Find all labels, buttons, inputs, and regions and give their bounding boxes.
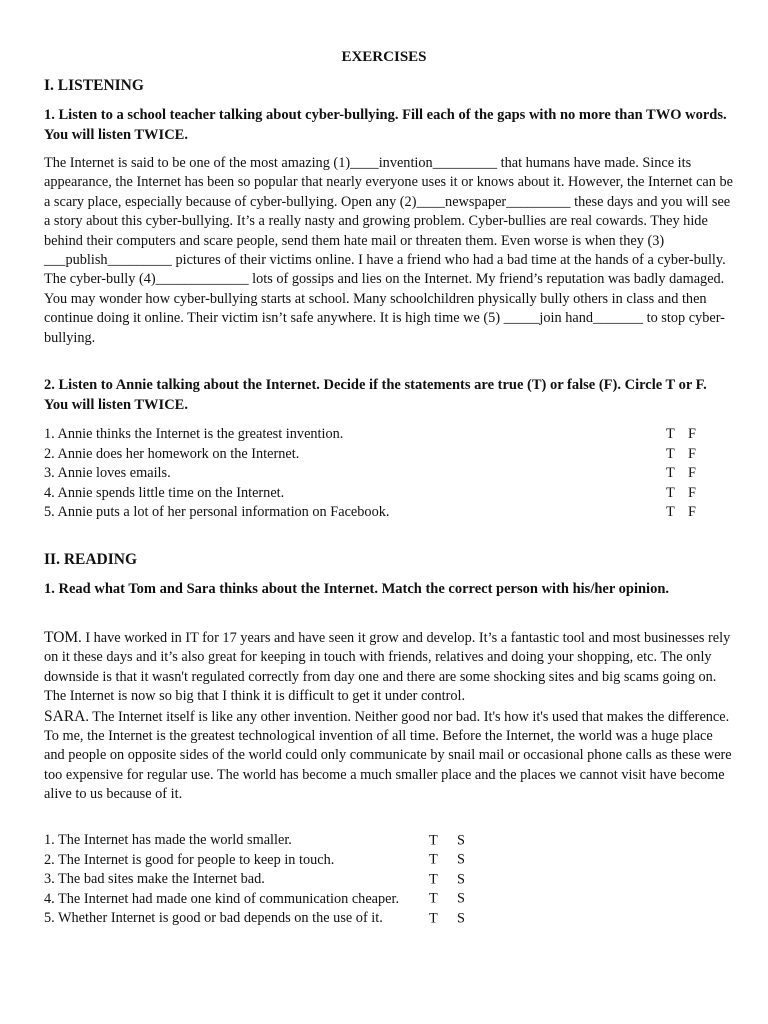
sara-option[interactable]: S	[457, 851, 465, 868]
statement-text: 2. The Internet is good for people to keep in touch.	[44, 851, 335, 868]
statement-row	[44, 890, 484, 910]
statement-row	[44, 445, 704, 465]
section-heading-listening: I. LISTENING	[44, 77, 144, 94]
statement-text: 4. The Internet had made one kind of communication cheaper.	[44, 890, 400, 907]
true-option[interactable]: T	[666, 445, 675, 462]
listening-ex1-instruction: 1. Listen to a school teacher talking about cyber-bullying. Fill each of the gaps with no more than TWO words. You will listen TWICE.	[44, 107, 727, 143]
listening-ex2-statements	[44, 425, 704, 523]
sara-paragraph	[44, 707, 734, 805]
statement-text: 1. The Internet has made the world smaller.	[44, 832, 292, 848]
false-option[interactable]: F	[688, 445, 696, 462]
statement-row	[44, 425, 704, 445]
statement-text: 4. Annie spends little time on the Internet.	[44, 484, 285, 501]
section-heading-reading: II. READING	[44, 551, 138, 568]
statement-text: 3. The bad sites make the Internet bad.	[44, 871, 265, 887]
tom-option[interactable]: T	[429, 910, 438, 926]
statement-row	[44, 503, 704, 523]
tom-paragraph	[44, 628, 734, 707]
true-option[interactable]: T	[666, 426, 675, 442]
false-option[interactable]: F	[688, 504, 696, 520]
statement-row	[44, 464, 704, 484]
reading-ex1-statements	[44, 831, 484, 929]
true-option[interactable]: T	[666, 465, 675, 481]
tom-opinion: . I have worked in IT for 17 years and have seen it grow and develop. It’s a fantastic tool and most businesses rely on it these days and it’s also great for keeping in touch with friends, relatives and doing your shopping, etc. The only downside is that it wasn't regulated correctly from day one and there are some shocking sites and big scams going on. The Internet is now so big that I think it is difficult to get it under control.	[44, 630, 731, 705]
false-option[interactable]: F	[688, 426, 696, 442]
sara-option[interactable]: S	[457, 832, 465, 848]
false-option[interactable]: F	[688, 465, 696, 481]
true-option[interactable]: T	[666, 484, 675, 501]
false-option[interactable]: F	[688, 484, 696, 501]
sara-option[interactable]: S	[457, 910, 465, 926]
tom-option[interactable]: T	[429, 871, 438, 887]
tom-option[interactable]: T	[429, 832, 438, 848]
statement-row	[44, 870, 484, 890]
tom-option[interactable]: T	[429, 851, 438, 868]
sara-opinion: . The Internet itself is like any other invention. Neither good nor bad. It's how it's used that makes the difference. To me, the Internet is the greatest technological invention of all time. Before the Internet, the world was a huge place and people on opposite sides of the world could only communicate by snail mail or occasional phone calls as these were too expensive for regular use. The world has become a much smaller place and the places we cannot visit have become alive to us because of it.	[44, 708, 732, 803]
statement-text: 2. Annie does her homework on the Internet.	[44, 445, 300, 462]
true-option[interactable]: T	[666, 504, 675, 520]
statement-text: 5. Whether Internet is good or bad depends on the use of it.	[44, 910, 383, 926]
page-title: EXERCISES	[341, 49, 427, 65]
statement-row	[44, 484, 704, 504]
statement-text: 1. Annie thinks the Internet is the greatest invention.	[44, 426, 344, 442]
listening-ex2-instruction: 2. Listen to Annie talking about the Internet. Decide if the statements are true (T) or false (F). Circle T or F. You will listen TWICE.	[44, 377, 707, 413]
gap-fill-paragraph: The Internet is said to be one of the most amazing (1)____invention_________ that humans have made. Since its appearance, the Internet has been so popular that nearly everyone uses it or knows about it. However, the Internet can be a scary place, especially because of cyber-bullying. Open any (2)____newspaper_________ these days and you will see a story about this cyber-bullying. It’s a really nasty and growing problem. Cyber-bullies are real cowards. They hide behind their computers and scare people, send them hate mail or threaten them. Even worse is when they (3) ___publish_________ pictures of their victims online. I have a friend who had a bad time at the hands of a cyber-bully. The cyber-bully (4)_____________ lots of gossips and lies on the Internet. My friend’s reputation was badly damaged. You may wonder how cyber-bullying starts at school. Many schoolchildren physically bully others in class and then continue doing it online. Their victim isn’t safe anywhere. It is high time we (5) _____join hand_______ to stop cyber-bullying.	[44, 155, 733, 346]
sara-name: SARA	[44, 707, 86, 725]
tom-name: TOM	[44, 629, 79, 646]
tom-option[interactable]: T	[429, 890, 438, 907]
statement-row	[44, 831, 484, 851]
sara-option[interactable]: S	[457, 871, 465, 887]
statement-text: 5. Annie puts a lot of her personal information on Facebook.	[44, 504, 390, 520]
sara-option[interactable]: S	[457, 890, 465, 907]
reading-ex1-passage	[44, 628, 734, 805]
statement-row	[44, 851, 484, 871]
reading-ex1-instruction: 1. Read what Tom and Sara thinks about the Internet. Match the correct person with his/her opinion.	[44, 581, 670, 597]
statement-row	[44, 909, 484, 929]
listening-ex1-gap-text	[44, 154, 734, 348]
statement-text: 3. Annie loves emails.	[44, 465, 171, 481]
